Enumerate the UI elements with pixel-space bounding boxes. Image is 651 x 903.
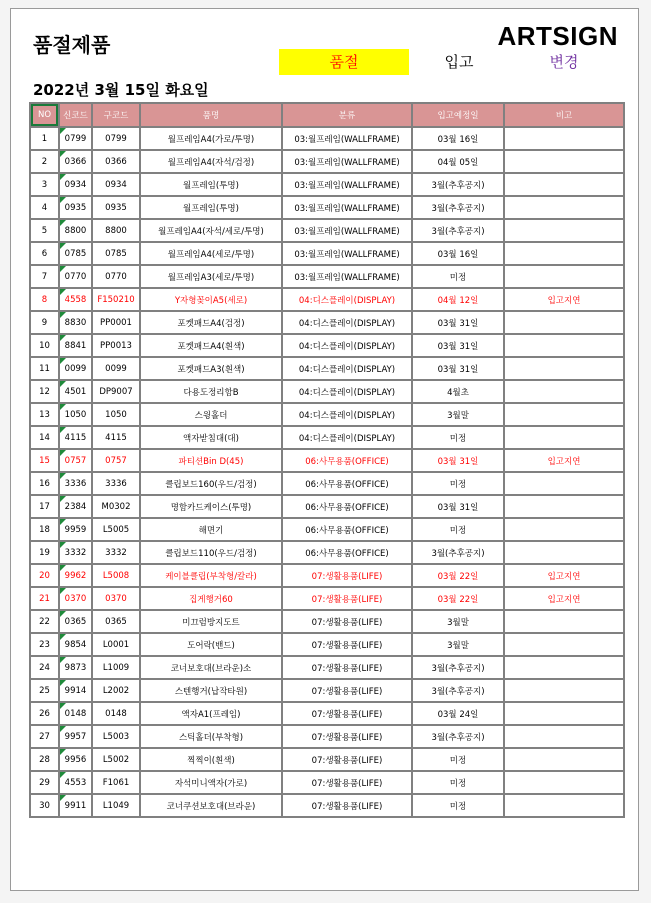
cell-product-name[interactable]: 월프레임A3(세로/투명)	[140, 265, 282, 288]
cell-product-name[interactable]: 해면기	[140, 518, 282, 541]
cell-new-code[interactable]: 8841	[59, 334, 92, 357]
table-row[interactable]	[30, 633, 624, 656]
cell-new-code[interactable]: 9854	[59, 633, 92, 656]
cell-category[interactable]: 07:생활용품(LIFE)	[282, 794, 412, 817]
cell-note[interactable]	[504, 173, 624, 196]
cell-eta[interactable]: 03월 16일	[412, 242, 504, 265]
cell-old-code[interactable]: 0757	[92, 449, 140, 472]
cell-eta[interactable]: 03월 31일	[412, 334, 504, 357]
cell-eta[interactable]: 04월 05일	[412, 150, 504, 173]
header-category: 분류	[282, 103, 412, 127]
cell-category[interactable]: 07:생활용품(LIFE)	[282, 748, 412, 771]
cell-old-code[interactable]: F150210	[92, 288, 140, 311]
cell-note[interactable]	[504, 426, 624, 449]
cell-old-code[interactable]: L5005	[92, 518, 140, 541]
cell-note[interactable]	[504, 219, 624, 242]
cell-note[interactable]: 입고지연	[504, 288, 624, 311]
table-row[interactable]	[30, 679, 624, 702]
cell-new-code[interactable]: 9911	[59, 794, 92, 817]
table-row[interactable]	[30, 656, 624, 679]
cell-category[interactable]: 07:생활용품(LIFE)	[282, 771, 412, 794]
cell-note[interactable]	[504, 334, 624, 357]
cell-old-code[interactable]: 1050	[92, 403, 140, 426]
cell-category[interactable]: 04:디스플레이(DISPLAY)	[282, 357, 412, 380]
cell-note[interactable]	[504, 403, 624, 426]
cell-new-code[interactable]: 4553	[59, 771, 92, 794]
cell-eta[interactable]: 03월 31일	[412, 449, 504, 472]
report-date: 2022년 3월 15일 화요일	[33, 81, 209, 99]
cell-note[interactable]: 입고지연	[504, 587, 624, 610]
cell-eta[interactable]: 미정	[412, 771, 504, 794]
cell-no[interactable]: 17	[30, 495, 59, 518]
cell-new-code[interactable]: 0770	[59, 265, 92, 288]
cell-old-code[interactable]: PP0013	[92, 334, 140, 357]
cell-product-name[interactable]: Y자형꽂이A5(세로)	[140, 288, 282, 311]
cell-note[interactable]: 입고지연	[504, 564, 624, 587]
cell-old-code[interactable]: L5008	[92, 564, 140, 587]
header-note: 비고	[504, 103, 624, 127]
cell-no[interactable]: 2	[30, 150, 59, 173]
table-row[interactable]	[30, 403, 624, 426]
cell-old-code[interactable]: PP0001	[92, 311, 140, 334]
cell-product-name[interactable]: 코너쿠션보호대(브라운)	[140, 794, 282, 817]
header-eta: 입고예정일	[412, 103, 504, 127]
cell-eta[interactable]: 미정	[412, 518, 504, 541]
cell-new-code[interactable]: 4558	[59, 288, 92, 311]
cell-old-code[interactable]: 0934	[92, 173, 140, 196]
cell-note[interactable]	[504, 380, 624, 403]
cell-new-code[interactable]: 9956	[59, 748, 92, 771]
table-row[interactable]	[30, 150, 624, 173]
cell-note[interactable]	[504, 656, 624, 679]
cell-product-name[interactable]: 포켓패드A4(검정)	[140, 311, 282, 334]
cell-product-name[interactable]: 월프레임A4(가로/투명)	[140, 127, 282, 150]
cell-old-code[interactable]: 0799	[92, 127, 140, 150]
cell-old-code[interactable]: 0366	[92, 150, 140, 173]
table-row[interactable]	[30, 541, 624, 564]
cell-new-code[interactable]: 0148	[59, 702, 92, 725]
cell-category[interactable]: 06:사무용품(OFFICE)	[282, 449, 412, 472]
table-row[interactable]	[30, 265, 624, 288]
cell-eta[interactable]: 03월 22일	[412, 587, 504, 610]
cell-no[interactable]: 6	[30, 242, 59, 265]
cell-no[interactable]: 20	[30, 564, 59, 587]
cell-eta[interactable]: 03월 31일	[412, 495, 504, 518]
cell-category[interactable]: 07:생활용품(LIFE)	[282, 610, 412, 633]
cell-eta[interactable]: 3월말	[412, 633, 504, 656]
cell-eta[interactable]: 미정	[412, 265, 504, 288]
cell-eta[interactable]: 3월(추후공지)	[412, 219, 504, 242]
cell-note[interactable]	[504, 495, 624, 518]
cell-old-code[interactable]: 0148	[92, 702, 140, 725]
cell-new-code[interactable]: 9873	[59, 656, 92, 679]
cell-no[interactable]: 30	[30, 794, 59, 817]
cell-note[interactable]	[504, 679, 624, 702]
cell-no[interactable]: 7	[30, 265, 59, 288]
cell-note[interactable]	[504, 771, 624, 794]
cell-category[interactable]: 03:월프레임(WALLFRAME)	[282, 242, 412, 265]
cell-category[interactable]: 03:월프레임(WALLFRAME)	[282, 196, 412, 219]
soldout-table	[29, 102, 625, 818]
cell-new-code[interactable]: 0934	[59, 173, 92, 196]
cell-category[interactable]: 07:생활용품(LIFE)	[282, 679, 412, 702]
tab-incoming[interactable]: 입고	[444, 53, 474, 71]
cell-note[interactable]	[504, 265, 624, 288]
table-row[interactable]	[30, 495, 624, 518]
cell-product-name[interactable]: 월프레임A4(자석/세로/투명)	[140, 219, 282, 242]
cell-new-code[interactable]: 0785	[59, 242, 92, 265]
cell-category[interactable]: 04:디스플레이(DISPLAY)	[282, 380, 412, 403]
table-header-row	[30, 103, 624, 127]
table-row[interactable]	[30, 449, 624, 472]
cell-category[interactable]: 04:디스플레이(DISPLAY)	[282, 403, 412, 426]
table-row[interactable]	[30, 196, 624, 219]
cell-no[interactable]: 27	[30, 725, 59, 748]
cell-old-code[interactable]: L0001	[92, 633, 140, 656]
table-row[interactable]	[30, 426, 624, 449]
cell-note[interactable]	[504, 610, 624, 633]
cell-note[interactable]	[504, 541, 624, 564]
cell-new-code[interactable]: 2384	[59, 495, 92, 518]
cell-eta[interactable]: 3월말	[412, 403, 504, 426]
cell-product-name[interactable]: 케이블클립(부착형/칼라)	[140, 564, 282, 587]
table-row[interactable]	[30, 311, 624, 334]
cell-eta[interactable]: 3월(추후공지)	[412, 656, 504, 679]
cell-note[interactable]	[504, 702, 624, 725]
cell-eta[interactable]: 3월(추후공지)	[412, 725, 504, 748]
cell-category[interactable]: 03:월프레임(WALLFRAME)	[282, 219, 412, 242]
cell-category[interactable]: 06:사무용품(OFFICE)	[282, 541, 412, 564]
cell-product-name[interactable]: 월프레임A4(세로/투명)	[140, 242, 282, 265]
cell-product-name[interactable]: 스윙홀더	[140, 403, 282, 426]
cell-category[interactable]: 04:디스플레이(DISPLAY)	[282, 288, 412, 311]
cell-note[interactable]	[504, 357, 624, 380]
cell-eta[interactable]: 3월(추후공지)	[412, 173, 504, 196]
cell-old-code[interactable]: L5003	[92, 725, 140, 748]
cell-eta[interactable]: 03월 24일	[412, 702, 504, 725]
table-row[interactable]	[30, 357, 624, 380]
cell-category[interactable]: 03:월프레임(WALLFRAME)	[282, 150, 412, 173]
cell-new-code[interactable]: 1050	[59, 403, 92, 426]
cell-new-code[interactable]: 3336	[59, 472, 92, 495]
header-no: NO	[30, 103, 59, 127]
cell-no[interactable]: 22	[30, 610, 59, 633]
cell-note[interactable]: 입고지연	[504, 449, 624, 472]
cell-note[interactable]	[504, 794, 624, 817]
cell-no[interactable]: 23	[30, 633, 59, 656]
cell-no[interactable]: 28	[30, 748, 59, 771]
cell-no[interactable]: 4	[30, 196, 59, 219]
cell-product-name[interactable]: 도어락(밴드)	[140, 633, 282, 656]
tab-change[interactable]: 변경	[549, 53, 579, 71]
cell-new-code[interactable]: 4501	[59, 380, 92, 403]
cell-category[interactable]: 06:사무용품(OFFICE)	[282, 495, 412, 518]
cell-no[interactable]: 14	[30, 426, 59, 449]
cell-product-name[interactable]: 스틱홀더(부착형)	[140, 725, 282, 748]
cell-note[interactable]	[504, 242, 624, 265]
cell-eta[interactable]: 3월(추후공지)	[412, 196, 504, 219]
cell-no[interactable]: 1	[30, 127, 59, 150]
table-row[interactable]	[30, 587, 624, 610]
cell-no[interactable]: 21	[30, 587, 59, 610]
cell-category[interactable]: 07:생활용품(LIFE)	[282, 725, 412, 748]
cell-category[interactable]: 07:생활용품(LIFE)	[282, 587, 412, 610]
table-row[interactable]	[30, 127, 624, 150]
cell-no[interactable]: 24	[30, 656, 59, 679]
cell-no[interactable]: 26	[30, 702, 59, 725]
cell-product-name[interactable]: 포켓패드A4(흰색)	[140, 334, 282, 357]
cell-old-code[interactable]: F1061	[92, 771, 140, 794]
cell-product-name[interactable]: 명함카드케이스(투명)	[140, 495, 282, 518]
header-product-name: 품명	[140, 103, 282, 127]
cell-product-name[interactable]: 액자받침대(대)	[140, 426, 282, 449]
cell-old-code[interactable]: 3332	[92, 541, 140, 564]
cell-note[interactable]	[504, 311, 624, 334]
cell-product-name[interactable]: 다용도정리함B	[140, 380, 282, 403]
header-new-code: 신코드	[59, 103, 92, 127]
tab-soldout[interactable]: 품절	[279, 49, 409, 75]
cell-no[interactable]: 29	[30, 771, 59, 794]
sheet-page	[10, 8, 639, 891]
cell-new-code[interactable]: 0366	[59, 150, 92, 173]
cell-product-name[interactable]: 액자A1(프레임)	[140, 702, 282, 725]
cell-old-code[interactable]: L1049	[92, 794, 140, 817]
cell-eta[interactable]: 03월 22일	[412, 564, 504, 587]
cell-new-code[interactable]: 0099	[59, 357, 92, 380]
table-row[interactable]	[30, 725, 624, 748]
cell-note[interactable]	[504, 196, 624, 219]
cell-new-code[interactable]: 8800	[59, 219, 92, 242]
cell-no[interactable]: 12	[30, 380, 59, 403]
cell-new-code[interactable]: 0370	[59, 587, 92, 610]
cell-category[interactable]: 07:생활용품(LIFE)	[282, 656, 412, 679]
table-row[interactable]	[30, 794, 624, 817]
cell-eta[interactable]: 4월초	[412, 380, 504, 403]
cell-product-name[interactable]: 미끄럼방지도트	[140, 610, 282, 633]
table-row[interactable]	[30, 610, 624, 633]
cell-old-code[interactable]: L1009	[92, 656, 140, 679]
cell-category[interactable]: 07:생활용품(LIFE)	[282, 564, 412, 587]
cell-eta[interactable]: 3월(추후공지)	[412, 541, 504, 564]
cell-eta[interactable]: 미정	[412, 794, 504, 817]
cell-new-code[interactable]: 9957	[59, 725, 92, 748]
page-title: 품절제품	[33, 33, 111, 57]
cell-no[interactable]: 18	[30, 518, 59, 541]
cell-eta[interactable]: 03월 31일	[412, 311, 504, 334]
table-row[interactable]	[30, 748, 624, 771]
table-row[interactable]	[30, 771, 624, 794]
cell-product-name[interactable]: 클립보드160(우드/검정)	[140, 472, 282, 495]
cell-no[interactable]: 5	[30, 219, 59, 242]
cell-category[interactable]: 04:디스플레이(DISPLAY)	[282, 426, 412, 449]
cell-eta[interactable]: 3월(추후공지)	[412, 679, 504, 702]
cell-new-code[interactable]: 8830	[59, 311, 92, 334]
cell-category[interactable]: 04:디스플레이(DISPLAY)	[282, 334, 412, 357]
cell-product-name[interactable]: 자석미니액자(가로)	[140, 771, 282, 794]
table-row[interactable]	[30, 242, 624, 265]
cell-eta[interactable]: 04월 12일	[412, 288, 504, 311]
cell-category[interactable]: 03:월프레임(WALLFRAME)	[282, 127, 412, 150]
cell-eta[interactable]: 미정	[412, 472, 504, 495]
cell-old-code[interactable]: 0370	[92, 587, 140, 610]
cell-eta[interactable]: 미정	[412, 426, 504, 449]
header-old-code: 구코드	[92, 103, 140, 127]
cell-category[interactable]: 07:생활용품(LIFE)	[282, 633, 412, 656]
cell-old-code[interactable]: DP9007	[92, 380, 140, 403]
cell-eta[interactable]: 03월 31일	[412, 357, 504, 380]
cell-new-code[interactable]: 9914	[59, 679, 92, 702]
cell-product-name[interactable]: 월프레임(투명)	[140, 196, 282, 219]
cell-category[interactable]: 07:생활용품(LIFE)	[282, 702, 412, 725]
table-row[interactable]	[30, 472, 624, 495]
cell-old-code[interactable]: 3336	[92, 472, 140, 495]
cell-note[interactable]	[504, 633, 624, 656]
cell-new-code[interactable]: 0365	[59, 610, 92, 633]
cell-no[interactable]: 3	[30, 173, 59, 196]
cell-note[interactable]	[504, 127, 624, 150]
cell-old-code[interactable]: 0935	[92, 196, 140, 219]
table-row[interactable]	[30, 702, 624, 725]
cell-new-code[interactable]: 0799	[59, 127, 92, 150]
cell-no[interactable]: 8	[30, 288, 59, 311]
cell-eta[interactable]: 미정	[412, 748, 504, 771]
table-row[interactable]	[30, 288, 624, 311]
cell-note[interactable]	[504, 748, 624, 771]
table-row[interactable]	[30, 334, 624, 357]
cell-product-name[interactable]: 찍찍이(흰색)	[140, 748, 282, 771]
table-row[interactable]	[30, 380, 624, 403]
cell-new-code[interactable]: 3332	[59, 541, 92, 564]
brand-logo: ARTSIGN	[497, 21, 618, 51]
cell-no[interactable]: 13	[30, 403, 59, 426]
cell-old-code[interactable]: L2002	[92, 679, 140, 702]
cell-product-name[interactable]: 파티션Bin D(45)	[140, 449, 282, 472]
cell-no[interactable]: 15	[30, 449, 59, 472]
cell-no[interactable]: 9	[30, 311, 59, 334]
cell-no[interactable]: 25	[30, 679, 59, 702]
cell-old-code[interactable]: 0770	[92, 265, 140, 288]
cell-category[interactable]: 06:사무용품(OFFICE)	[282, 472, 412, 495]
cell-note[interactable]	[504, 518, 624, 541]
cell-category[interactable]: 04:디스플레이(DISPLAY)	[282, 311, 412, 334]
cell-product-name[interactable]: 스텐행거(납작타원)	[140, 679, 282, 702]
cell-new-code[interactable]: 4115	[59, 426, 92, 449]
cell-new-code[interactable]: 0757	[59, 449, 92, 472]
cell-old-code[interactable]: 0785	[92, 242, 140, 265]
cell-old-code[interactable]: 0365	[92, 610, 140, 633]
cell-old-code[interactable]: 8800	[92, 219, 140, 242]
table-row[interactable]	[30, 518, 624, 541]
cell-product-name[interactable]: 월프레임(투명)	[140, 173, 282, 196]
cell-no[interactable]: 10	[30, 334, 59, 357]
cell-new-code[interactable]: 0935	[59, 196, 92, 219]
cell-category[interactable]: 03:월프레임(WALLFRAME)	[282, 173, 412, 196]
cell-new-code[interactable]: 9959	[59, 518, 92, 541]
cell-note[interactable]	[504, 472, 624, 495]
cell-old-code[interactable]: M0302	[92, 495, 140, 518]
cell-no[interactable]: 16	[30, 472, 59, 495]
cell-product-name[interactable]: 월프레임A4(자석/검정)	[140, 150, 282, 173]
cell-product-name[interactable]: 집게행거60	[140, 587, 282, 610]
cell-note[interactable]	[504, 150, 624, 173]
cell-product-name[interactable]: 클립보드110(우드/검정)	[140, 541, 282, 564]
cell-old-code[interactable]: L5002	[92, 748, 140, 771]
cell-product-name[interactable]: 포켓패드A3(흰색)	[140, 357, 282, 380]
cell-product-name[interactable]: 코너보호대(브라운)소	[140, 656, 282, 679]
table-row[interactable]	[30, 219, 624, 242]
cell-no[interactable]: 11	[30, 357, 59, 380]
table-row[interactable]	[30, 173, 624, 196]
cell-note[interactable]	[504, 725, 624, 748]
cell-eta[interactable]: 3월말	[412, 610, 504, 633]
cell-new-code[interactable]: 9962	[59, 564, 92, 587]
cell-no[interactable]: 19	[30, 541, 59, 564]
cell-eta[interactable]: 03월 16일	[412, 127, 504, 150]
cell-old-code[interactable]: 4115	[92, 426, 140, 449]
cell-category[interactable]: 06:사무용품(OFFICE)	[282, 518, 412, 541]
cell-old-code[interactable]: 0099	[92, 357, 140, 380]
cell-category[interactable]: 03:월프레임(WALLFRAME)	[282, 265, 412, 288]
table-row[interactable]	[30, 564, 624, 587]
